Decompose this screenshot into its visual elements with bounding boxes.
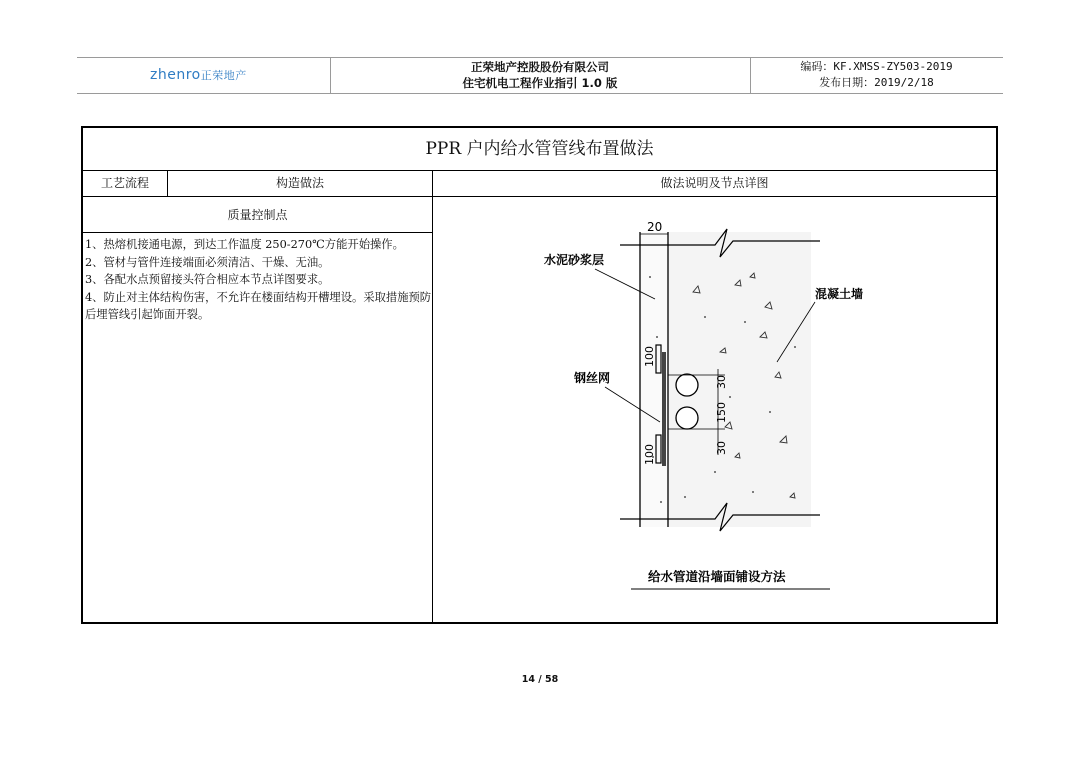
page-header — [77, 57, 1003, 94]
label-concrete-wall: 混凝土墙 — [815, 287, 864, 301]
quality-control-list — [85, 236, 432, 324]
procedure-table — [81, 126, 998, 624]
document-title: 住宅机电工程作业指引 1.0 版 — [462, 76, 618, 90]
column-divider — [167, 171, 168, 197]
dimension-100-bottom: 100 — [643, 444, 656, 465]
column-header-construction: 构造做法 — [168, 171, 432, 197]
list-item: 1、热熔机接通电源，到达工作温度 250-270℃方能开始操作。 — [85, 238, 404, 251]
list-item: 2、管材与管件连接端面必须清洁、干燥、无油。 — [85, 255, 330, 269]
page-number: 14 / 58 — [521, 674, 559, 685]
document-code: 编码：KF.XMSS-ZY503-2019 — [800, 60, 953, 73]
diagram-caption: 给水管道沿墙面铺设方法 — [648, 569, 786, 584]
label-mortar-layer: 水泥砂浆层 — [544, 253, 605, 267]
label-steel-mesh: 钢丝网 — [574, 371, 611, 385]
column-divider — [432, 171, 433, 622]
column-header-process: 工艺流程 — [83, 171, 167, 197]
quality-control-title: 质量控制点 — [83, 197, 432, 233]
water-pipe-lower — [676, 407, 698, 429]
dimension-30-bottom: 30 — [715, 441, 728, 455]
steel-mesh — [662, 352, 666, 466]
table-title: PPR 户内给水管管线布置做法 — [83, 128, 996, 171]
company-name: 正荣地产控股股份有限公司 — [471, 60, 609, 74]
water-pipe-upper — [676, 374, 698, 396]
publish-date: 发布日期：2019/2/18 — [819, 76, 934, 89]
company-logo: zhenro正荣地产 — [150, 67, 247, 83]
dimension-30-top: 30 — [715, 375, 728, 389]
column-header-description: 做法说明及节点详图 — [433, 171, 996, 197]
dimension-100-top: 100 — [643, 346, 656, 367]
list-item: 3、各配水点预留接头符合相应本节点详图要求。 — [85, 273, 330, 286]
pipe-installation-diagram — [435, 197, 995, 621]
dimension-20: 20 — [647, 220, 663, 234]
list-item: 4、防止对主体结构伤害，不允许在楼面结构开槽埋设。采取措施预防后埋管线引起饰面开裂。 — [85, 290, 432, 321]
dimension-150: 150 — [715, 402, 728, 423]
